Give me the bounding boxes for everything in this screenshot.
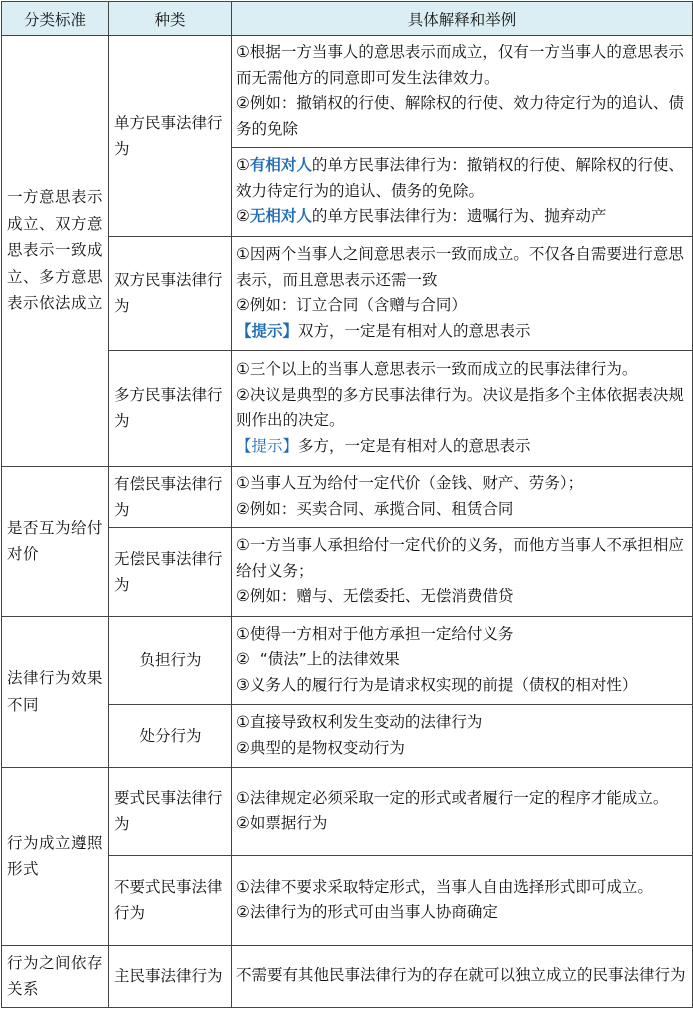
explanation-line: ①根据一方当事人的意思表示而成立，仅有一方当事人的意思表示而无需他方的同意即可发生法律效力。 [236,43,684,87]
explanation-cell [232,705,693,768]
type-cell-paid: 有偿民事法律行为 [109,467,232,528]
item-number: ① [236,156,250,175]
category-cell: 一方意思表示成立、双方意思表示一致成立、多方意思表示依法成立 [2,36,109,467]
header-type: 种类 [109,2,232,36]
explanation-line: ② “债法”上的法律效果 [236,650,400,669]
table-row [2,467,693,528]
category-cell: 行为成立遵照形式 [2,768,109,946]
explanation-line: ③义务人的履行行为是请求权实现的前提（债权的相对性） [236,675,638,694]
category-cell: 行为之间依存关系 [2,946,109,1008]
header-explanation: 具体解释和举例 [232,2,693,36]
classification-table [1,1,693,1008]
explanation-line: ②决议是典型的多方民事法律行为。决议是指多个主体依据表决规则作出的决定。 [236,385,684,429]
highlight-term: 无相对人 [249,207,312,226]
explanation-cell [232,148,693,237]
category-cell: 法律行为效果不同 [2,617,109,768]
explanation-line [236,204,689,230]
explanation-line: ②例如：撤销权的行使、解除权的行使、效力待定行为的追认、债务的免除 [236,94,684,138]
explanation-line: ②典型的是物权变动行为 [236,738,405,757]
explanation-cell [232,467,693,528]
type-cell-main: 主民事法律行为 [109,946,232,1008]
explanation-text: 的单方民事法律行为：遗嘱行为、抛弃动产 [311,207,607,226]
explanation-line: ①直接导致权利发生变动的法律行为 [236,713,483,731]
explanation-line: ②例如：订立合同（含赠与合同） [236,296,467,314]
explanation-cell [232,856,693,946]
tip-text: 双方，一定是有相对人的意思表示 [298,321,531,340]
explanation-line: ②法律行为的形式可由当事人协商确定 [236,903,498,921]
type-cell-multilateral: 多方民事法律行为 [109,351,232,467]
explanation-cell [232,36,693,148]
explanation-line: ②例如：赠与、无偿委托、无偿消费借贷 [236,587,514,606]
table-row [2,768,693,856]
category-cell: 是否互为给付对价 [2,467,109,617]
explanation-line: ①当事人互为给付一定代价（金钱、财产、劳务）； [236,474,584,492]
item-number: ② [236,207,250,226]
header-category: 分类标准 [2,2,109,36]
explanation-line: ①因两个当事人之间意思表示一致而成立。不仅各自需要进行意思表示，而且意思表示还需一致 [236,245,684,289]
explanation-cell [232,617,693,705]
explanation-line [236,153,689,204]
explanation-line: ①三个以上的当事人意思表示一致而成立的民事法律行为。 [236,360,638,378]
tip-label: 【提示】 [236,436,299,455]
table-header-row [2,2,693,36]
explanation-line: ①使得一方相对于他方承担一定给付义务 [236,624,514,643]
explanation-cell [232,351,693,467]
type-cell-informal: 不要式民事法律行为 [109,856,232,946]
tip-line [236,319,689,345]
type-cell-free: 无偿民事法律行为 [109,528,232,617]
type-cell-bilateral: 双方民事法律行为 [109,237,232,351]
explanation-line: ②例如：买卖合同、承揽合同、租赁合同 [236,499,514,518]
tip-label: 【提示】 [236,321,299,340]
table-row [2,36,693,148]
explanation-text: 的单方民事法律行为：撤销权的行使、解除权的行使、效力待定行为的追认、债务的免除。 [236,156,684,200]
explanation-line: ②如票据行为 [236,814,328,832]
type-cell-formal: 要式民事法律行为 [109,768,232,856]
tip-line [236,434,689,460]
explanation-line: ①法律不要求采取特定形式，当事人自由选择形式即可成立。 [236,877,653,896]
tip-text: 多方，一定是有相对人的意思表示 [298,436,531,455]
type-cell-unilateral: 单方民事法律行为 [109,36,232,237]
type-cell-burden: 负担行为 [109,617,232,705]
explanation-cell [232,528,693,617]
explanation-cell [232,946,693,1008]
highlight-term: 有相对人 [249,156,312,175]
explanation-line: 不需要有其他民事法律行为的存在就可以独立成立的民事法律行为 [236,966,686,985]
explanation-cell [232,768,693,856]
explanation-cell [232,237,693,351]
table-row [2,946,693,1008]
table-row [2,617,693,705]
type-cell-disposal: 处分行为 [109,705,232,768]
explanation-line: ①法律规定必须采取一定的形式或者履行一定的程序才能成立。 [236,788,669,807]
explanation-line: ①一方当事人承担给付一定代价的义务，而他方当事人不承担相应给付义务； [236,536,684,580]
